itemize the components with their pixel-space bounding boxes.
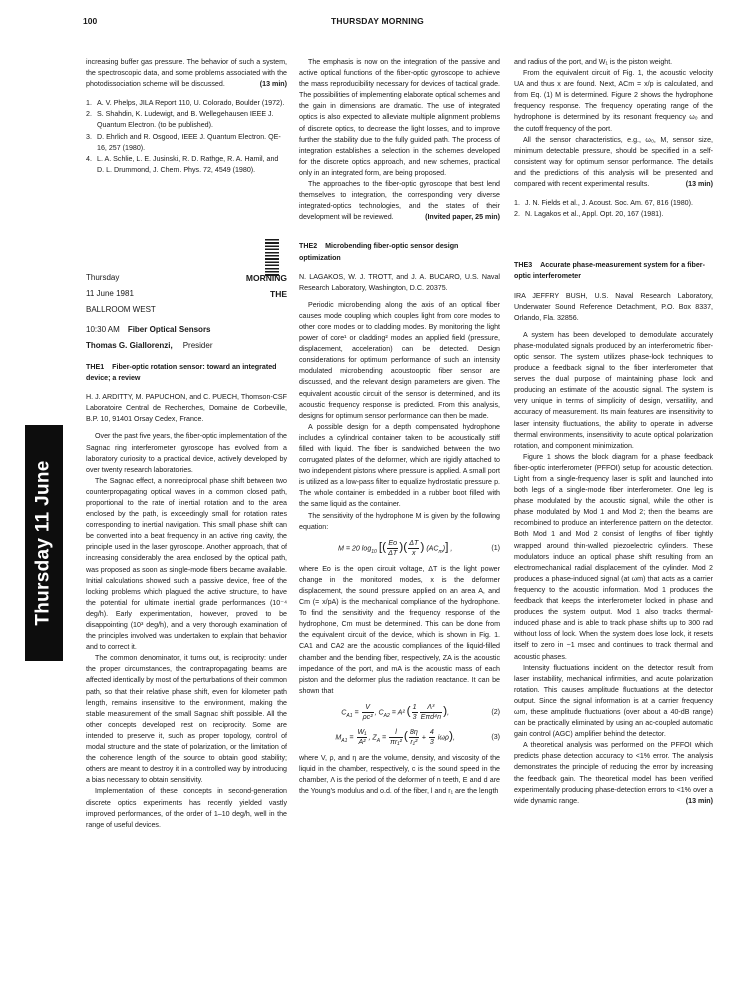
abstract-paragraph: From the equivalent circuit of Fig. 1, the acoustic velocity UA and thus x are found. Next, ACm = x/p is calculated, and from Eq. (1) M is determined. Figure 2 shows the hydrophone frequency response. The frequency operating range of the hydrophone is determined by its resonant frequency ω₀ and the cutoff frequency of the port.	[514, 69, 713, 133]
equation-1	[299, 539, 500, 558]
reference-item: 3. D. Ehrlich and R. Osgood, IEEE J. Quantum Electron. QE-16, 257 (1980).	[86, 132, 281, 152]
duration: (Invited paper, 25 min)	[425, 213, 500, 222]
session-time-row	[86, 324, 287, 336]
reference-item: 1. J. N. Fields et al., J. Acoust. Soc. Am. 67, 816 (1980).	[514, 199, 693, 208]
paper-authors-the3: IRA JEFFRY BUSH, U.S. Naval Research Laboratory, Underwater Sound Reference Detachment, P.O. Box 8337, Orlando, Fla. 32856.	[514, 291, 713, 322]
session-date-row	[86, 288, 287, 300]
equation-number: (3)	[491, 732, 500, 741]
duration: (13 min)	[685, 180, 713, 189]
session-date: 11 June 1981	[86, 288, 134, 298]
duration: (13 min)	[259, 80, 287, 89]
column-1	[86, 57, 287, 831]
column-3	[514, 57, 713, 807]
reference-item: 4. L. A. Schlie, L. E. Jusinski, R. D. Rathge, R. A. Hamil, and D. L. Drummond, J. Chem. Phys. 72, 4549 (1980).	[86, 154, 279, 174]
abstract-paragraph: Over the past five years, the fiber-optic implementation of the Sagnac ring interferometer gyroscope has evolved from a laboratory curiosity to a practical device, actively developed by over twenty research laboratories.	[86, 432, 287, 474]
presider-role: Presider	[182, 340, 213, 350]
side-tab	[25, 425, 63, 661]
paper-title-the2: THE2 Microbending fiber-optic sensor design optimization	[299, 242, 459, 262]
equation-number: (1)	[491, 543, 500, 552]
reference-item: 2. N. Lagakos et al., Appl. Opt. 20, 167 (1981).	[514, 210, 664, 219]
reference-list	[514, 198, 713, 220]
session-title: Fiber Optical Sensors	[127, 324, 211, 334]
abstract-paragraph: where V, ρ, and η are the volume, density, and viscosity of the liquid in the chamber, respectively, c is the sound speed in the chamber, Λ is the period of the deformer of n teeth, E and d are the Young's modulus and o.d. of the fiber, l and r₁ are the length	[299, 753, 500, 796]
abstract-paragraph: A possible design for a depth compensated hydrophone includes a cylindrical container taken to be acoustically stiff filled with liquid. The fiber is sandwiched between the two corrugated plates of the deformer, which are rigidly attached to two independent pistons where pressure is applied. A small port is utilized as a low-pass filter to equalize hydrostatic pressure p. The whole container is embedded in a rubber boot filled with the same liquid as the container.	[299, 422, 500, 509]
abstract-paragraph: and radius of the port, and W₁ is the piston weight.	[514, 58, 673, 66]
paper-authors-the2: N. LAGAKOS, W. J. TROTT, and J. A. BUCARO, U.S. Naval Research Laboratory, Washington, D.C. 20375.	[299, 272, 500, 292]
abstract-paragraph: Intensity fluctuations incident on the detector result from laser instability, mechanical infirmities, and acute polarization rotation. This causes amplitude fluctuations at the detector output. Since the signal information is at a carrier frequency ωm, these amplitude fluctuations (over about a 40-dB range) can be practically eliminated by using an ac-coupled automatic gain control (AGC) amplifier behind the detector.	[514, 663, 713, 739]
abstract-paragraph: The approaches to the fiber-optic gyroscope that best lend themselves to integration, the corresponding very diverse integrated-optics technologies, and the states of their development will be reviewed. (Invited paper, 25 min)	[299, 179, 500, 223]
abstract-paragraph: where Eo is the open circuit voltage, ΔT is the light power change in the monitored modes, x is the deformer displacement, the sound pressure applied on an area A, and Cm (= x/pA) is the mechanical compliance of the hydrophone. To find the sensitivity and the frequency response of the hydrophone, Cm must be determined. This can be done from the equivalent circuit of the device, which is shown in Fig. 1. CA1 and CA2 are the acoustic compliances of the liquid-filled chamber and the bending fiber, respectively, ZA is the acoustic impedance of the port, and mA is the acoustic mass of each piston and the deformer plus the radiation reactance. It can be shown that	[299, 564, 500, 695]
session-code: THE	[270, 288, 287, 299]
paper-authors-the1: H. J. ARDITTY, M. PAPUCHON, and C. PUECH, Thomson-CSF Laboratoire Central de Recherches, Domaine de Corbeville, B.P. 10, 91401 Orsay Cedex, France.	[86, 393, 287, 424]
presider-name: Thomas G. Giallorenzi,	[86, 340, 173, 350]
running-head: THURSDAY MORNING	[331, 16, 424, 26]
abstract-paragraph: The sensitivity of the hydrophone M is given by the following equation:	[299, 511, 500, 531]
abstract-paragraph: Periodic microbending along the axis of an optical fiber causes mode coupling which couples light from core modes to other core modes or to cladding modes. By monitoring the light power of core¹ or cladding² modes an applied field (pressure, displacement, acceleration) can be detected. Design considerations for optimum performance of such an intensity modulated microbending acoustooptic fiber sensor are discussed, and the relevant design parameters are given. The equivalent acoustic circuit of the sensor is determined, and its acoustic frequency response is predicted. From this analysis, designs for optimum sensor performance can then be made.	[299, 300, 500, 420]
page-number: 100	[83, 16, 98, 26]
equation-body: $M_{A1}$ = $\frac{\text{W₁}}{\text{A²}}$ , $Z_A$ = $\frac{l}{\text{πr₁²}}$ ( $\frac{8\eta}{\text{r₁²}}$ + $\frac{4}{3}$ iωρ),	[335, 727, 455, 746]
abstract-paragraph: A system has been developed to demodulate accurately phase-modulated signals produced by an interferometric fiber-optic sensor. The system utilizes phase-lock techniques to produce a feedback signal to the fiber interferometer that serves the dual purpose of maintaining phase lock and producing an estimate of the acoustic signal. The system is very unique in terms of simplicity of design, versatility, and accuracy of measurement. Its main features are insensitivity to laser intensity fluctuations, the ability to operate in adverse thermal environments, insensitivity to acute optical polarization rotation, and component minimization.	[514, 330, 713, 450]
reference-list	[86, 98, 287, 176]
abstract-paragraph: The Sagnac effect, a nonreciprocal phase shift between two counterpropagating optical waves in a common closed path, proportional to the rate of inertial rotation and to the area enclosed by the path, is exceedingly small for rotation rates corresponding to inertial navigation. This small phase shift can be converted into a beat frequency in an active ring cavity, the principle used in the laser gyroscope. Another approach, that of increasing considerably the area enclosed by the optical path, was proposed as soon as single-mode fibers became available. Initial calculations showed such a passive device, free of the locking problems which plagued the active structure, to have the potential for ultimate inertial grade performances (10⁻⁴ deg/h). Early experimentation, however, proved to be disappointing (10³ deg/h), and a very thorough examination of the principles involved was undertaken to explain that behavior and to correct it.	[86, 476, 287, 652]
equation-2	[299, 703, 500, 722]
abstract-paragraph: The emphasis is now on the integration of the passive and active optical functions of the fiber-optic gyroscope to achieve the mass reproducibility necessary for devices of tactical grade. The possibilities of implementing elaborate optical schemes and the gain in dimensions are dramatic. The use of integrated optics is also expected to alleviate multiple alignment problems of discrete optics, to decrease the light losses, and to improve further the stability due to the fully guided path. The process of integration establishes a selection in the schemes developed for the discrete optics approach, and new schemes, practical only in an integrated form, are being proposed.	[299, 58, 500, 177]
abstract-paragraph: Figure 1 shows the block diagram for a phase feedback fiber-optic interferometer (PFFOI) setup for acoustic detection. Light from a single-frequency laser is split and launched into both legs of a single-mode fiber interferometer. One leg is phase modulated by the acoustic signal, while the other is phase modulated by Mod 1 and Mod 2; then the beams are recombined to produce an interference pattern on the detector. Both Mod 1 and Mod 2 consist of lengths of fiber tightly wrapped around thin-walled piezoelectric cylinders. These modulators induce an optical phase shift resulting from an electromechanical radial displacement of the cylinder. Mod 2 produces a phase-induced signal (at ωm) that acts as a carrier frequency to the acoustic information. Mod 1 produces the feedback that keeps the interferometer locked in phase and produces the system output. Mod 1 also tracks thermal-induced phase and is able to track phase shifts up to 300 rad without loss of lock. When the system does lose lock, it resets itself to zero in ~1 msec and continues to track thermal and acoustic phases.	[514, 452, 713, 661]
session-day-row	[86, 272, 287, 284]
equation-body: $C_{A1}$ = $\frac{V}{\text{ρc²}}$ , $C_{A2} = A^2$ ( $\frac{1}{3}$ $\frac{\text{Λ³}}{\text{Eπd⁴n}}$ ),	[341, 702, 450, 721]
reference-item: 1. A. V. Phelps, JILA Report 110, U. Colorado, Boulder (1972).	[86, 99, 285, 108]
reference-item: 2. S. Shahdin, K. Ludewigt, and B. Wellegehausen IEEE J. Quantum Electron. (to be published).	[86, 110, 274, 130]
session-time: 10:30 AM	[86, 324, 120, 334]
equation-number: (2)	[491, 707, 500, 716]
duration: (13 min)	[685, 796, 713, 805]
abstract-paragraph: A theoretical analysis was performed on the PFFOI which predicts phase detection accuracy to <1% error. The analysis demonstrates the principle of reducing the error by increasing the feedback gain. The theoretical model has been verified experimentally producing phase-detection errors to <1% over a wide dynamic range. (13 min)	[514, 740, 713, 807]
paper-title-the3: THE3 Accurate phase-measurement system for a fiber-optic interferometer	[514, 261, 705, 281]
side-tab-label: Thursday 11 June	[33, 460, 54, 626]
paper-title-the1: THE1 Fiber-optic rotation sensor: toward an integrated device; a review	[86, 362, 277, 383]
abstract-paragraph: The common denominator, it turns out, is reciprocity: under the proper circumstances, the contrapropagating beams are affected identically by most of the perturbations of their common path, so that their relative phase shift, even for kilometer path length, remains insensitive to the environment, making the stable measurement of the small Sagnac shift possible. All the other concepts developed rest on reciprocity. Some are intended to preserve it, such as proper topology, control of modal structure and the state of polarization, or the limitation of the coherence length of the source to obtain good stability; others are meant to destroy it in a controlled way by introducing a bias necessary to obtain sensitivity.	[86, 654, 287, 785]
abstract-paragraph: Implementation of these concepts in second-generation discrete optics experiments has recently yielded vastly improved performances, of the order of 1–10 deg/h, well in the range of useful devices.	[86, 787, 287, 829]
column-2	[299, 57, 500, 797]
equation-body: M = 20 $\log_{10}$ [( $\frac{Eo}{\Delta T}$ )( $\frac{\Delta T}{x}$ ) $(AC_m)$] ,	[337, 538, 453, 557]
session-day: Thursday	[86, 272, 120, 282]
abstract-paragraph: All the sensor characteristics, e.g., ω₀, M, sensor size, minimum detectable pressure, should be specified in a self-consistent way for optimum sensor performance. The details and the predictions of this analysis will be presented and compared with recent experimental results. (13 min)	[514, 135, 713, 190]
session-period: MORNING	[245, 272, 287, 283]
session-room: BALLROOM WEST	[86, 304, 156, 314]
equation-3	[299, 728, 500, 747]
prev-abstract-tail: increasing buffer gas pressure. The behavior of such a system, the spectroscopic data, and some problems associated with the photodissociation scheme will be discussed. (13 min)	[86, 57, 287, 90]
presider-row	[86, 340, 287, 352]
